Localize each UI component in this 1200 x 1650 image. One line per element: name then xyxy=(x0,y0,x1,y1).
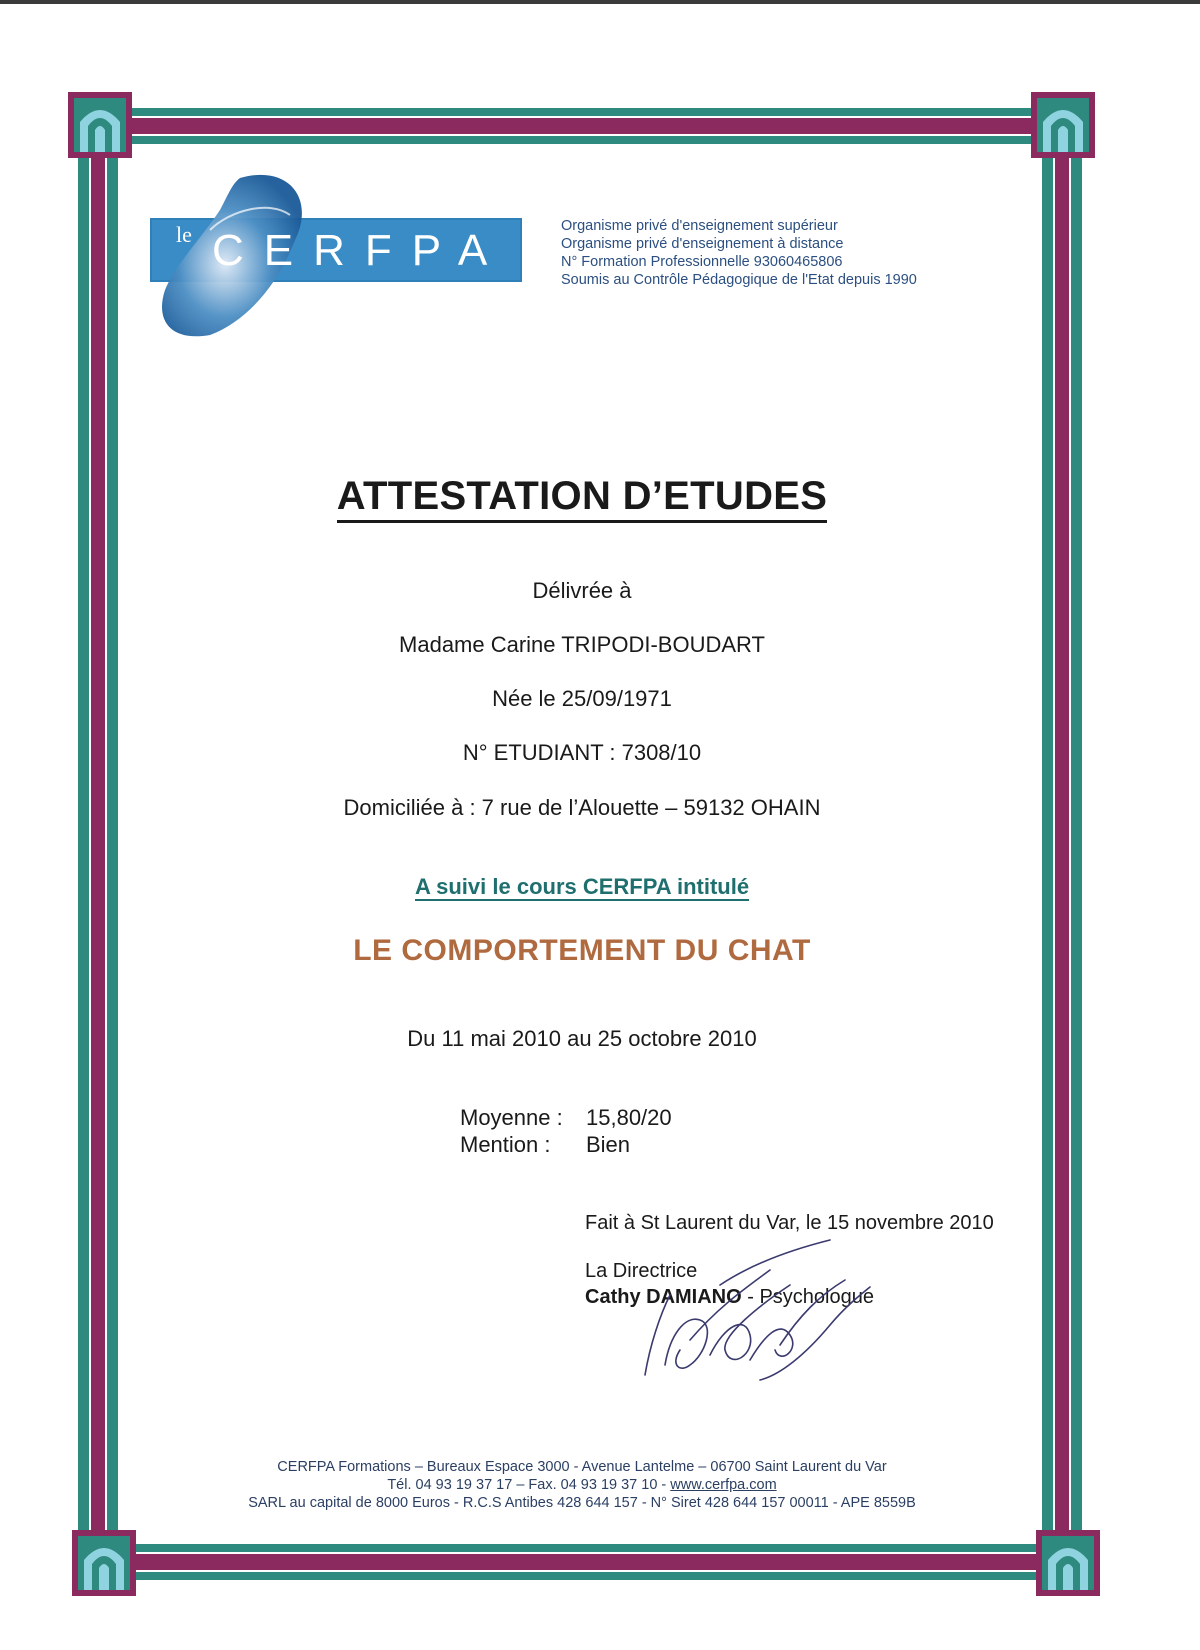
corner-ornament-top-right xyxy=(1031,92,1095,158)
course-intro: A suivi le cours CERFPA intitulé xyxy=(414,874,750,899)
logo-name: CERFPA xyxy=(212,226,508,275)
frame-top-border xyxy=(110,108,1045,144)
place-and-date: Fait à St Laurent du Var, le 15 novembre 2010 xyxy=(585,1212,994,1234)
course-period: Du 11 mai 2010 au 25 octobre 2010 xyxy=(407,1026,757,1051)
delivered-to-label: Délivrée à xyxy=(532,578,632,603)
document-title: ATTESTATION D’ETUDES xyxy=(337,474,827,523)
top-edge-line xyxy=(0,0,1200,4)
footer xyxy=(0,1458,1164,1512)
signatory-role: La Directrice xyxy=(585,1260,698,1282)
frame-left-border xyxy=(78,130,118,1560)
organization-info xyxy=(561,217,917,289)
recipient-birth-date: Née le 25/09/1971 xyxy=(492,686,672,711)
average-value: 15,80/20 xyxy=(586,1105,672,1130)
average-row xyxy=(460,1104,672,1131)
corner-ornament-bottom-left xyxy=(72,1530,136,1596)
org-line: Organisme privé d'enseignement supérieur xyxy=(561,218,838,234)
recipient-address: Domiciliée à : 7 rue de l’Alouette – 59132 OHAIN xyxy=(343,795,821,820)
frame-right-border xyxy=(1042,130,1082,1560)
course-intro-wrapper xyxy=(0,874,1164,900)
footer-phone: Tél. 04 93 19 37 17 – Fax. 04 93 19 37 10 - xyxy=(387,1477,671,1493)
average-label: Moyenne : xyxy=(460,1105,563,1130)
org-line: Soumis au Contrôle Pédagogique de l'Etat depuis 1990 xyxy=(561,272,917,288)
footer-legal: SARL au capital de 8000 Euros - R.C.S Antibes 428 644 157 - N° Siret 428 644 157 00011 - APE 8559B xyxy=(248,1495,916,1511)
mention-value: Bien xyxy=(586,1132,631,1157)
signatory-title: - Psychologue xyxy=(747,1286,874,1308)
footer-website-link[interactable]: www.cerfpa.com xyxy=(670,1477,777,1493)
corner-ornament-top-left xyxy=(68,92,132,158)
footer-address: CERFPA Formations – Bureaux Espace 3000 - Avenue Lantelme – 06700 Saint Laurent du Var xyxy=(277,1459,887,1475)
signatory-name: Cathy DAMIANO xyxy=(585,1286,742,1308)
recipient-name: Madame Carine TRIPODI-BOUDART xyxy=(399,632,765,657)
mention-label: Mention : xyxy=(460,1132,551,1157)
corner-ornament-bottom-right xyxy=(1036,1530,1100,1596)
org-line: Organisme privé d'enseignement à distance xyxy=(561,236,844,252)
logo-prefix: le xyxy=(176,222,192,247)
document-title-wrapper xyxy=(0,474,1164,519)
org-line: N° Formation Professionnelle 93060465806 xyxy=(561,254,843,270)
grades-block xyxy=(460,1104,672,1158)
course-title: LE COMPORTEMENT DU CHAT xyxy=(353,934,811,967)
mention-row xyxy=(460,1131,672,1158)
frame-bottom-border xyxy=(110,1544,1045,1580)
student-number: N° ETUDIANT : 7308/10 xyxy=(462,740,702,765)
footer-contact xyxy=(0,1476,1164,1494)
handwritten-signature xyxy=(630,1225,890,1385)
